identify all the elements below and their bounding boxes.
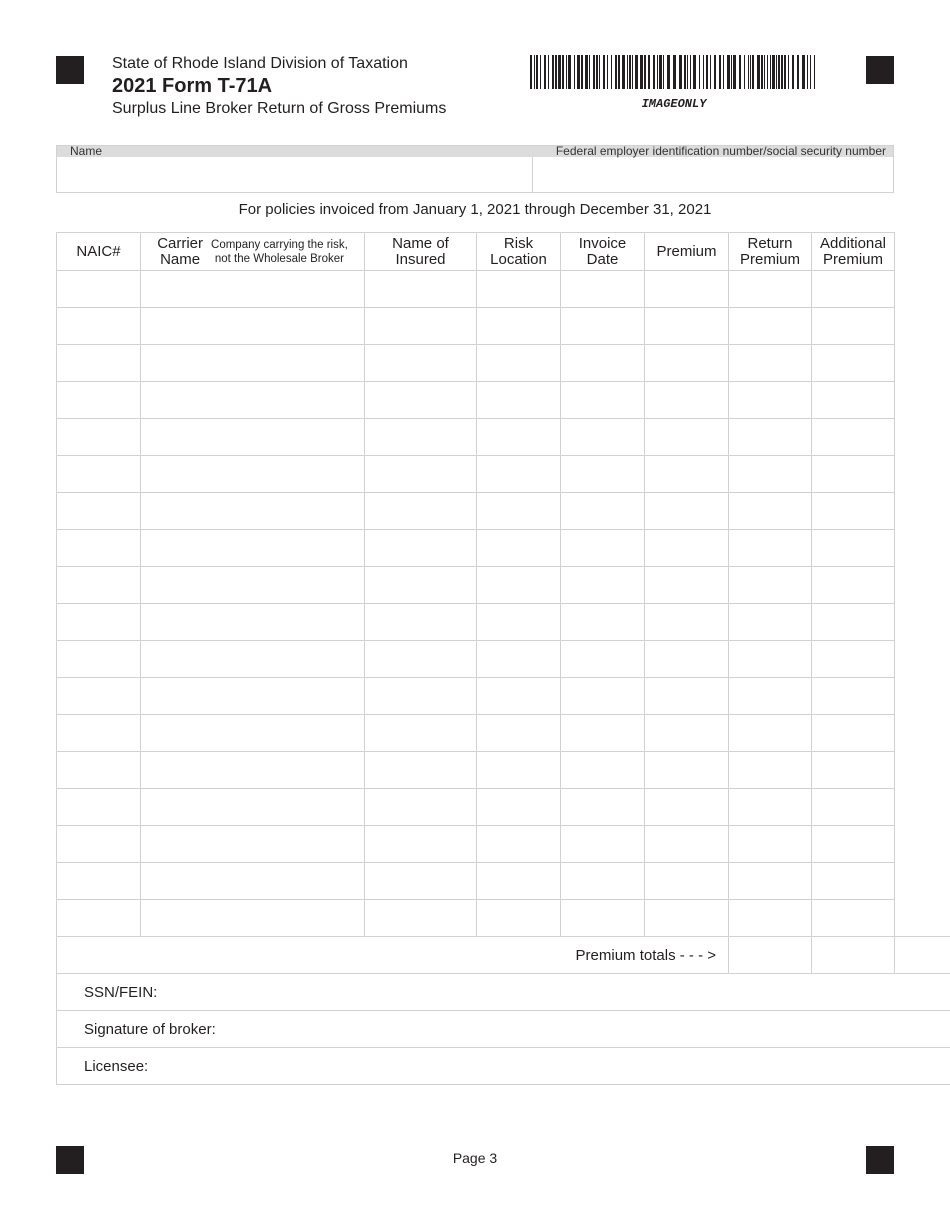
barcode-bar: [714, 55, 716, 89]
barcode-bar: [659, 55, 662, 89]
risk-location-cell[interactable]: [477, 678, 561, 715]
risk-location-cell[interactable]: [477, 530, 561, 567]
barcode-bar: [644, 55, 646, 89]
risk-location-cell[interactable]: [477, 308, 561, 345]
barcode-bar: [548, 55, 549, 89]
barcode-bar: [558, 55, 561, 89]
naic-cell[interactable]: [57, 382, 141, 419]
additional-premium-cell[interactable]: [812, 641, 895, 678]
barcode-bar: [611, 55, 612, 89]
additional-premium-cell[interactable]: [812, 456, 895, 493]
name-id-box: [56, 145, 894, 193]
barcode-bar: [764, 55, 765, 89]
form-subtitle: Surplus Line Broker Return of Gross Premiums: [112, 100, 447, 117]
barcode-bar: [690, 55, 691, 89]
col-return-premium: Return Premium: [729, 233, 812, 271]
barcode-bar: [622, 55, 625, 89]
barcode-bar: [657, 55, 658, 89]
carrier-note: Company carrying the risk, not the Wholesale Broker: [211, 238, 348, 265]
risk-location-cell[interactable]: [477, 382, 561, 419]
table-row: [57, 271, 950, 308]
invoice-date-cell[interactable]: [561, 567, 645, 604]
return-premium-cell[interactable]: [729, 826, 812, 863]
invoice-date-cell[interactable]: [561, 641, 645, 678]
table-row: [57, 345, 950, 382]
naic-cell[interactable]: [57, 715, 141, 752]
col-additional-premium: Additional Premium: [812, 233, 895, 271]
barcode-bar: [731, 55, 732, 89]
additional-premium-cell[interactable]: [812, 493, 895, 530]
name-of-insured-cell[interactable]: [365, 900, 477, 937]
premium-cell[interactable]: [645, 900, 729, 937]
barcode-bar: [810, 55, 811, 89]
barcode-bar: [536, 55, 538, 89]
table-row: [57, 826, 950, 863]
barcode-bar: [752, 55, 754, 89]
barcode-bar: [640, 55, 643, 89]
barcode-bar: [679, 55, 682, 89]
additional-premium-cell[interactable]: [812, 271, 895, 308]
naic-cell[interactable]: [57, 456, 141, 493]
carrier-name-cell[interactable]: [141, 826, 365, 863]
barcode-bar: [797, 55, 799, 89]
barcode-bar: [757, 55, 760, 89]
barcode-bar: [772, 55, 775, 89]
barcode-bar: [653, 55, 655, 89]
risk-location-cell[interactable]: [477, 493, 561, 530]
table-row: [57, 678, 950, 715]
premium-cell[interactable]: [645, 752, 729, 789]
risk-location-cell[interactable]: [477, 345, 561, 382]
risk-location-cell[interactable]: [477, 900, 561, 937]
col-naic: NAIC#: [57, 233, 141, 271]
naic-cell[interactable]: [57, 271, 141, 308]
table-row: [57, 604, 950, 641]
return-premium-cell[interactable]: [729, 752, 812, 789]
name-of-insured-cell[interactable]: [365, 826, 477, 863]
carrier-name-cell[interactable]: [141, 456, 365, 493]
naic-cell[interactable]: [57, 789, 141, 826]
premium-totals-label: Premium totals - - - >: [57, 937, 729, 974]
barcode-bar: [540, 55, 541, 89]
carrier-name-cell[interactable]: [141, 567, 365, 604]
barcode-bar: [710, 55, 711, 89]
signature-field[interactable]: [57, 1011, 950, 1048]
naic-cell[interactable]: [57, 752, 141, 789]
barcode-bar: [744, 55, 745, 89]
barcode-bar: [663, 55, 664, 89]
barcode-bar: [776, 55, 777, 89]
barcode-bar: [635, 55, 638, 89]
risk-location-cell[interactable]: [477, 419, 561, 456]
barcode-bar: [615, 55, 617, 89]
table-row: [57, 530, 950, 567]
name-of-insured-cell[interactable]: [365, 604, 477, 641]
period-text: For policies invoiced from January 1, 2021 through December 31, 2021: [238, 201, 712, 218]
barcode-bar: [566, 55, 567, 89]
barcode-bar: [596, 55, 598, 89]
return-premium-cell[interactable]: [729, 530, 812, 567]
barcode-bar: [750, 55, 751, 89]
name-of-insured-cell[interactable]: [365, 678, 477, 715]
name-of-insured-cell[interactable]: [365, 419, 477, 456]
barcode-bar: [727, 55, 730, 89]
carrier-name-cell[interactable]: [141, 789, 365, 826]
naic-cell[interactable]: [57, 308, 141, 345]
premium-cell[interactable]: [645, 863, 729, 900]
return-premium-cell[interactable]: [729, 678, 812, 715]
signature-row: [57, 1011, 950, 1048]
return-premium-cell[interactable]: [729, 382, 812, 419]
col-carrier-name: Carrier Name Company carrying the risk, not the Wholesale Broker: [141, 233, 365, 271]
barcode-bar: [574, 55, 575, 89]
barcode-bar: [627, 55, 628, 89]
risk-location-cell[interactable]: [477, 604, 561, 641]
name-of-insured-cell[interactable]: [365, 715, 477, 752]
barcode-bar: [667, 55, 670, 89]
barcode-bar: [807, 55, 808, 89]
barcode-bar: [687, 55, 688, 89]
name-of-insured-cell[interactable]: [365, 752, 477, 789]
carrier-name-cell[interactable]: [141, 604, 365, 641]
barcode-bar: [802, 55, 805, 89]
naic-cell[interactable]: [57, 345, 141, 382]
invoice-date-cell[interactable]: [561, 678, 645, 715]
additional-premium-cell[interactable]: [812, 752, 895, 789]
additional-premium-cell[interactable]: [812, 715, 895, 752]
risk-location-cell[interactable]: [477, 271, 561, 308]
return-premium-cell[interactable]: [729, 567, 812, 604]
premium-cell[interactable]: [645, 493, 729, 530]
barcode-bar: [618, 55, 620, 89]
barcode-bar: [719, 55, 721, 89]
barcode-bar: [748, 55, 749, 89]
invoice-date-cell[interactable]: [561, 271, 645, 308]
ssn-fein-row: [57, 974, 950, 1011]
barcode-bar: [530, 55, 532, 89]
premium-cell[interactable]: [645, 826, 729, 863]
additional-premium-cell[interactable]: [812, 345, 895, 382]
additional-premium-cell[interactable]: [812, 826, 895, 863]
barcode-bar: [599, 55, 600, 89]
invoice-date-cell[interactable]: [561, 308, 645, 345]
invoice-date-cell[interactable]: [561, 345, 645, 382]
naic-cell[interactable]: [57, 826, 141, 863]
barcode-bar: [703, 55, 704, 89]
table-row: [57, 308, 950, 345]
premium-cell[interactable]: [645, 604, 729, 641]
barcode-bar: [699, 55, 700, 89]
barcode-bar: [534, 55, 535, 89]
barcode-bar: [784, 55, 786, 89]
barcode-bar: [568, 55, 571, 89]
barcode-bar: [544, 55, 546, 89]
name-of-insured-cell[interactable]: [365, 789, 477, 826]
form-header: [112, 54, 446, 120]
licensee-field[interactable]: [57, 1048, 950, 1085]
table-row: [57, 567, 950, 604]
licensee-row: [57, 1048, 950, 1085]
barcode-bar: [706, 55, 708, 89]
invoice-date-cell[interactable]: [561, 900, 645, 937]
additional-premium-cell[interactable]: [812, 863, 895, 900]
name-of-insured-cell[interactable]: [365, 271, 477, 308]
col-premium: Premium: [645, 233, 729, 271]
return-premium-cell[interactable]: [729, 308, 812, 345]
additional-premium-cell[interactable]: [812, 530, 895, 567]
barcode-bar: [781, 55, 783, 89]
invoice-date-cell[interactable]: [561, 493, 645, 530]
barcode-bar: [693, 55, 696, 89]
risk-location-cell[interactable]: [477, 567, 561, 604]
return-premium-cell[interactable]: [729, 900, 812, 937]
barcode-bar: [555, 55, 557, 89]
ssn-fein-label: SSN/FEIN:: [84, 983, 158, 1001]
barcode-bar: [629, 55, 631, 89]
naic-cell[interactable]: [57, 419, 141, 456]
return-premium-cell[interactable]: [729, 789, 812, 826]
additional-premium-cell[interactable]: [812, 308, 895, 345]
name-of-insured-cell[interactable]: [365, 567, 477, 604]
carrier-name-cell[interactable]: [141, 900, 365, 937]
barcode-bar: [788, 55, 789, 89]
risk-location-cell[interactable]: [477, 863, 561, 900]
invoice-date-cell[interactable]: [561, 715, 645, 752]
name-label: Name: [70, 144, 103, 158]
barcode-bar: [814, 55, 815, 89]
barcode: [530, 55, 818, 89]
return-premium-cell[interactable]: [729, 271, 812, 308]
naic-cell[interactable]: [57, 530, 141, 567]
name-of-insured-cell[interactable]: [365, 493, 477, 530]
table-row: [57, 641, 950, 678]
return-premium-cell[interactable]: [729, 493, 812, 530]
barcode-bar: [792, 55, 794, 89]
carrier-name-cell[interactable]: [141, 308, 365, 345]
premium-cell[interactable]: [645, 715, 729, 752]
premium-cell[interactable]: [645, 382, 729, 419]
page-number: Page 3: [452, 1150, 498, 1166]
premium-cell[interactable]: [645, 789, 729, 826]
barcode-bar: [739, 55, 741, 89]
table-row: [57, 382, 950, 419]
barcode-bar: [648, 55, 650, 89]
table-row: [57, 863, 950, 900]
naic-cell[interactable]: [57, 567, 141, 604]
name-of-insured-cell[interactable]: [365, 308, 477, 345]
barcode-bar: [632, 55, 633, 89]
invoice-date-cell[interactable]: [561, 382, 645, 419]
barcode-bar: [607, 55, 608, 89]
premium-cell[interactable]: [645, 419, 729, 456]
premium-cell[interactable]: [645, 456, 729, 493]
table-row: [57, 900, 950, 937]
carrier-name-cell[interactable]: [141, 382, 365, 419]
risk-location-cell[interactable]: [477, 826, 561, 863]
barcode-bar: [577, 55, 580, 89]
total-additional-premium-field[interactable]: [895, 937, 950, 974]
invoice-date-cell[interactable]: [561, 752, 645, 789]
premium-table: [56, 232, 950, 1085]
barcode-bar: [733, 55, 736, 89]
barcode-bar: [593, 55, 595, 89]
table-row: [57, 456, 950, 493]
invoice-date-cell[interactable]: [561, 530, 645, 567]
table-header-row: [57, 233, 950, 271]
barcode-text: IMAGEONLY: [641, 97, 707, 111]
name-of-insured-cell[interactable]: [365, 345, 477, 382]
col-invoice-date: Invoice Date: [561, 233, 645, 271]
total-return-premium-field[interactable]: [812, 937, 895, 974]
form-title: 2021 Form T-71A: [112, 75, 273, 97]
premium-cell[interactable]: [645, 308, 729, 345]
carrier-name-cell[interactable]: [141, 345, 365, 382]
table-row: [57, 789, 950, 826]
carrier-name-cell[interactable]: [141, 271, 365, 308]
return-premium-cell[interactable]: [729, 604, 812, 641]
premium-cell[interactable]: [645, 567, 729, 604]
carrier-name-cell[interactable]: [141, 530, 365, 567]
return-premium-cell[interactable]: [729, 345, 812, 382]
invoice-date-cell[interactable]: [561, 789, 645, 826]
invoice-date-cell[interactable]: [561, 456, 645, 493]
licensee-label: Licensee:: [84, 1057, 149, 1075]
invoice-date-cell[interactable]: [561, 826, 645, 863]
table-row: [57, 419, 950, 456]
invoice-date-cell[interactable]: [561, 604, 645, 641]
name-of-insured-cell[interactable]: [365, 530, 477, 567]
naic-cell[interactable]: [57, 900, 141, 937]
return-premium-cell[interactable]: [729, 419, 812, 456]
additional-premium-cell[interactable]: [812, 419, 895, 456]
return-premium-cell[interactable]: [729, 641, 812, 678]
premium-cell[interactable]: [645, 530, 729, 567]
barcode-bar: [603, 55, 605, 89]
return-premium-cell[interactable]: [729, 456, 812, 493]
barcode-bar: [767, 55, 768, 89]
additional-premium-cell[interactable]: [812, 567, 895, 604]
carrier-name-cell[interactable]: [141, 752, 365, 789]
total-premium-field[interactable]: [729, 937, 812, 974]
return-premium-cell[interactable]: [729, 863, 812, 900]
additional-premium-cell[interactable]: [812, 382, 895, 419]
barcode-bar: [761, 55, 763, 89]
id-number-label: Federal employer identification number/social security number: [555, 144, 886, 158]
risk-location-cell[interactable]: [477, 752, 561, 789]
ssn-fein-field[interactable]: [57, 974, 950, 1011]
risk-location-cell[interactable]: [477, 789, 561, 826]
premium-cell[interactable]: [645, 678, 729, 715]
table-row: [57, 493, 950, 530]
carrier-name-cell[interactable]: [141, 715, 365, 752]
carrier-name-cell[interactable]: [141, 419, 365, 456]
naic-cell[interactable]: [57, 641, 141, 678]
name-of-insured-cell[interactable]: [365, 641, 477, 678]
name-of-insured-cell[interactable]: [365, 456, 477, 493]
naic-cell[interactable]: [57, 604, 141, 641]
premium-cell[interactable]: [645, 345, 729, 382]
additional-premium-cell[interactable]: [812, 604, 895, 641]
naic-cell[interactable]: [57, 493, 141, 530]
barcode-bar: [581, 55, 583, 89]
table-row: [57, 752, 950, 789]
naic-cell[interactable]: [57, 678, 141, 715]
premium-cell[interactable]: [645, 271, 729, 308]
barcode-bar: [673, 55, 676, 89]
barcode-bar: [684, 55, 686, 89]
naic-cell[interactable]: [57, 863, 141, 900]
registration-mark-bottom-right: [866, 1146, 894, 1174]
risk-location-cell[interactable]: [477, 641, 561, 678]
col-name-of-insured: Name of Insured: [365, 233, 477, 271]
premium-totals-row: [57, 937, 950, 974]
table-row: [57, 715, 950, 752]
carrier-name-cell[interactable]: [141, 863, 365, 900]
registration-mark-top-right: [866, 56, 894, 84]
risk-location-cell[interactable]: [477, 715, 561, 752]
agency-name: State of Rhode Island Division of Taxation: [112, 55, 408, 72]
name-of-insured-cell[interactable]: [365, 382, 477, 419]
return-premium-cell[interactable]: [729, 715, 812, 752]
name-of-insured-cell[interactable]: [365, 863, 477, 900]
barcode-bar: [562, 55, 564, 89]
invoice-date-cell[interactable]: [561, 863, 645, 900]
additional-premium-cell[interactable]: [812, 900, 895, 937]
barcode-bar: [723, 55, 724, 89]
barcode-bar: [552, 55, 554, 89]
barcode-bar: [778, 55, 780, 89]
invoice-date-cell[interactable]: [561, 419, 645, 456]
carrier-name-cell[interactable]: [141, 678, 365, 715]
registration-mark-bottom-left: [56, 1146, 84, 1174]
signature-label: Signature of broker:: [84, 1020, 216, 1038]
additional-premium-cell[interactable]: [812, 789, 895, 826]
col-risk-location: Risk Location: [477, 233, 561, 271]
risk-location-cell[interactable]: [477, 456, 561, 493]
carrier-name-cell[interactable]: [141, 641, 365, 678]
additional-premium-cell[interactable]: [812, 678, 895, 715]
registration-mark-top-left: [56, 56, 84, 84]
premium-cell[interactable]: [645, 641, 729, 678]
barcode-bar: [589, 55, 590, 89]
barcode-bar: [585, 55, 588, 89]
barcode-bar: [770, 55, 771, 89]
carrier-name-cell[interactable]: [141, 493, 365, 530]
